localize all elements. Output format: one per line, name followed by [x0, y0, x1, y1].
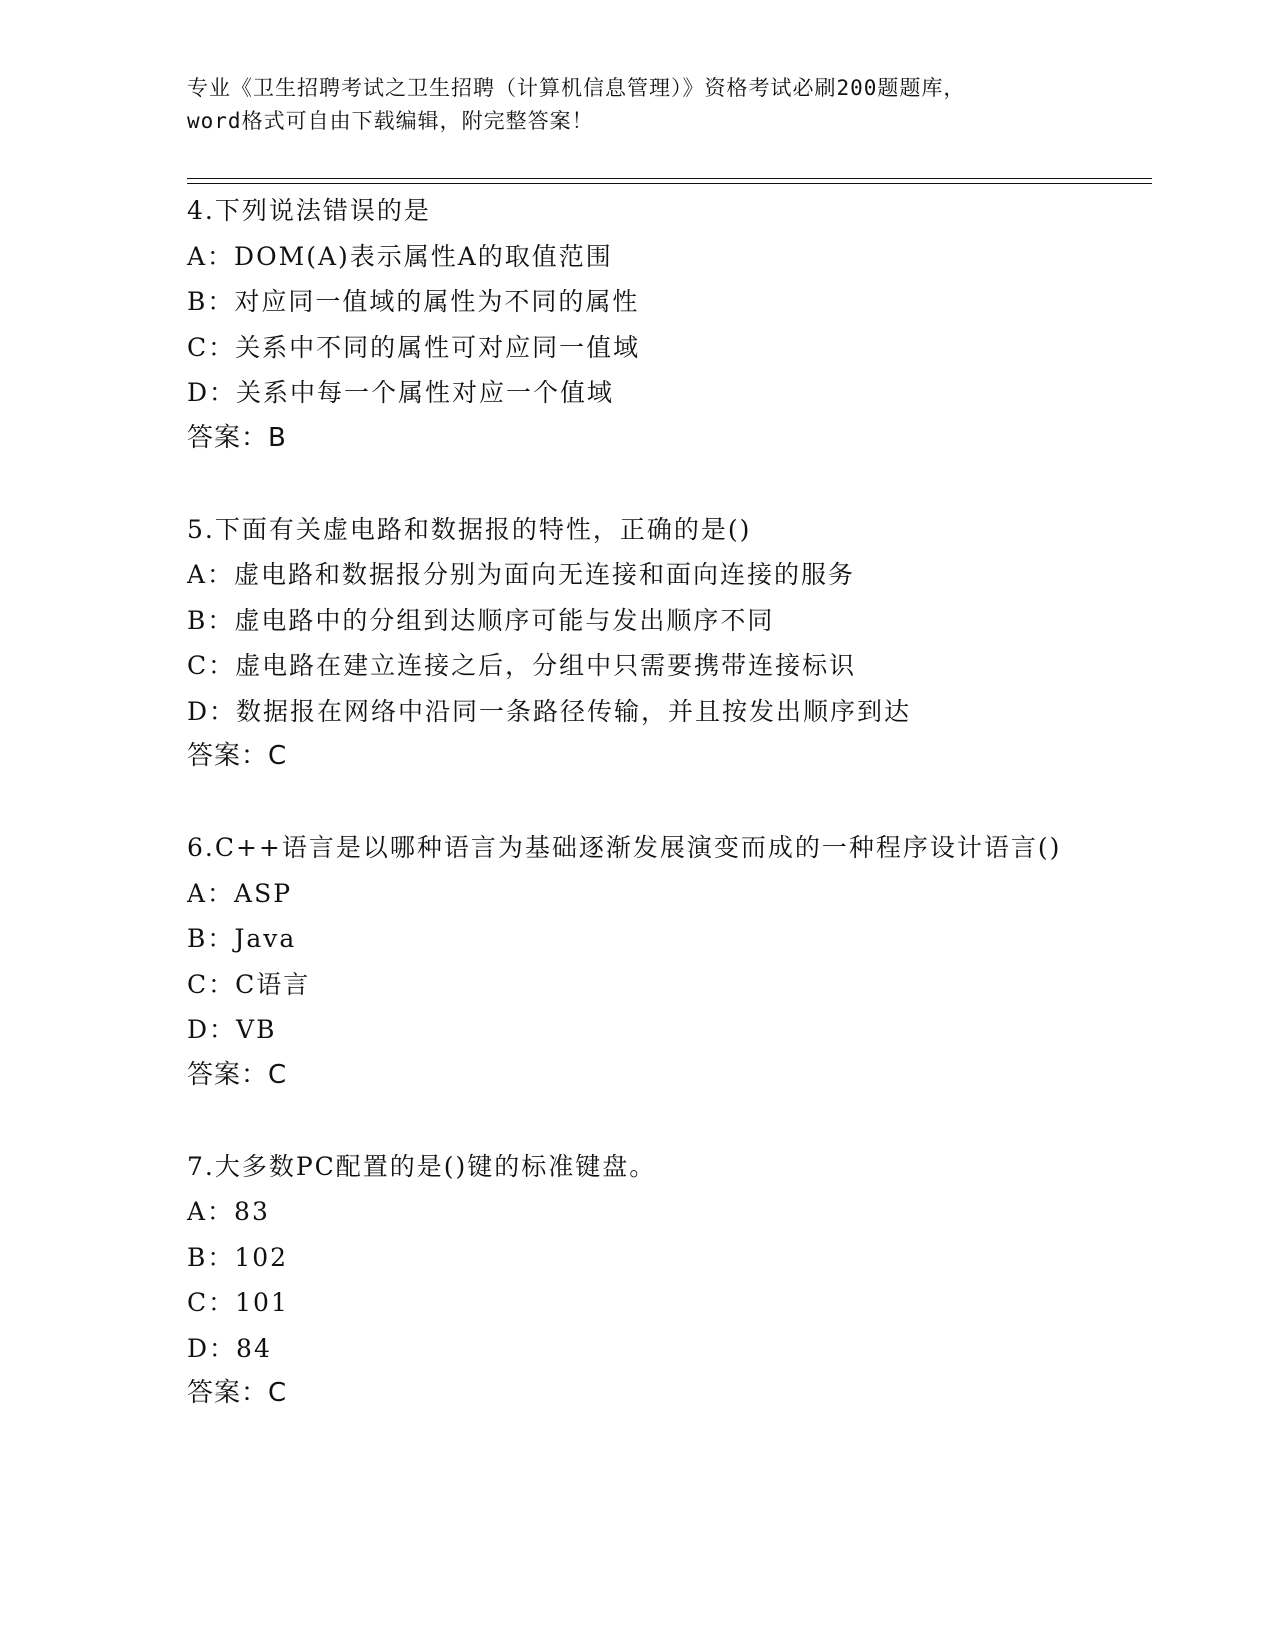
answer: 答案：C: [187, 741, 288, 771]
option-d: D：VB: [187, 1015, 277, 1044]
option-a: A：DOM(A)表示属性A的取值范围: [187, 241, 613, 271]
answer: 答案：C: [187, 1059, 288, 1090]
option-c: C：C语言: [187, 969, 311, 999]
document-header: [187, 72, 1087, 138]
option-a: A：ASP: [187, 878, 293, 908]
option-c: C：关系中不同的属性可对应同一值域: [187, 332, 641, 362]
option-d: D：数据报在网络中沿同一条路径传输，并且按发出顺序到达: [187, 696, 912, 726]
question-4: [187, 188, 1087, 461]
option-c: C：虚电路在建立连接之后，分组中只需要携带连接标识: [187, 651, 857, 680]
option-a: A：83: [187, 1197, 270, 1226]
question-6: [187, 825, 1087, 1098]
option-b: B：虚电路中的分组到达顺序可能与发出顺序不同: [187, 605, 775, 635]
option-b: B：102: [187, 1242, 289, 1272]
option-d: D：关系中每一个属性对应一个值域: [187, 378, 615, 407]
header-divider-bottom: [187, 183, 1152, 184]
header-line-1: 专业《卫生招聘考试之卫生招聘（计算机信息管理）》资格考试必刷200题题库，: [187, 76, 966, 100]
question-stem: 6.C++语言是以哪种语言为基础逐渐发展演变而成的一种程序设计语言(): [187, 833, 1062, 862]
question-stem: 4.下列说法错误的是: [187, 196, 431, 225]
answer: 答案：C: [187, 1378, 288, 1408]
option-a: A：虚电路和数据报分别为面向无连接和面向连接的服务: [187, 560, 856, 589]
option-b: B：对应同一值域的属性为不同的属性: [187, 287, 640, 316]
header-divider-top: [187, 178, 1152, 179]
option-b: B：Java: [187, 924, 297, 953]
answer: 答案：B: [187, 422, 287, 453]
header-line-2: word格式可自由下载编辑，附完整答案！: [187, 109, 594, 133]
question-list: [187, 188, 1087, 1462]
question-5: [187, 507, 1087, 780]
question-stem: 7.大多数PC配置的是()键的标准键盘。: [187, 1151, 657, 1181]
option-c: C：101: [187, 1288, 289, 1317]
question-stem: 5.下面有关虚电路和数据报的特性，正确的是(): [187, 514, 752, 544]
option-d: D：84: [187, 1333, 272, 1363]
question-7: [187, 1144, 1087, 1417]
